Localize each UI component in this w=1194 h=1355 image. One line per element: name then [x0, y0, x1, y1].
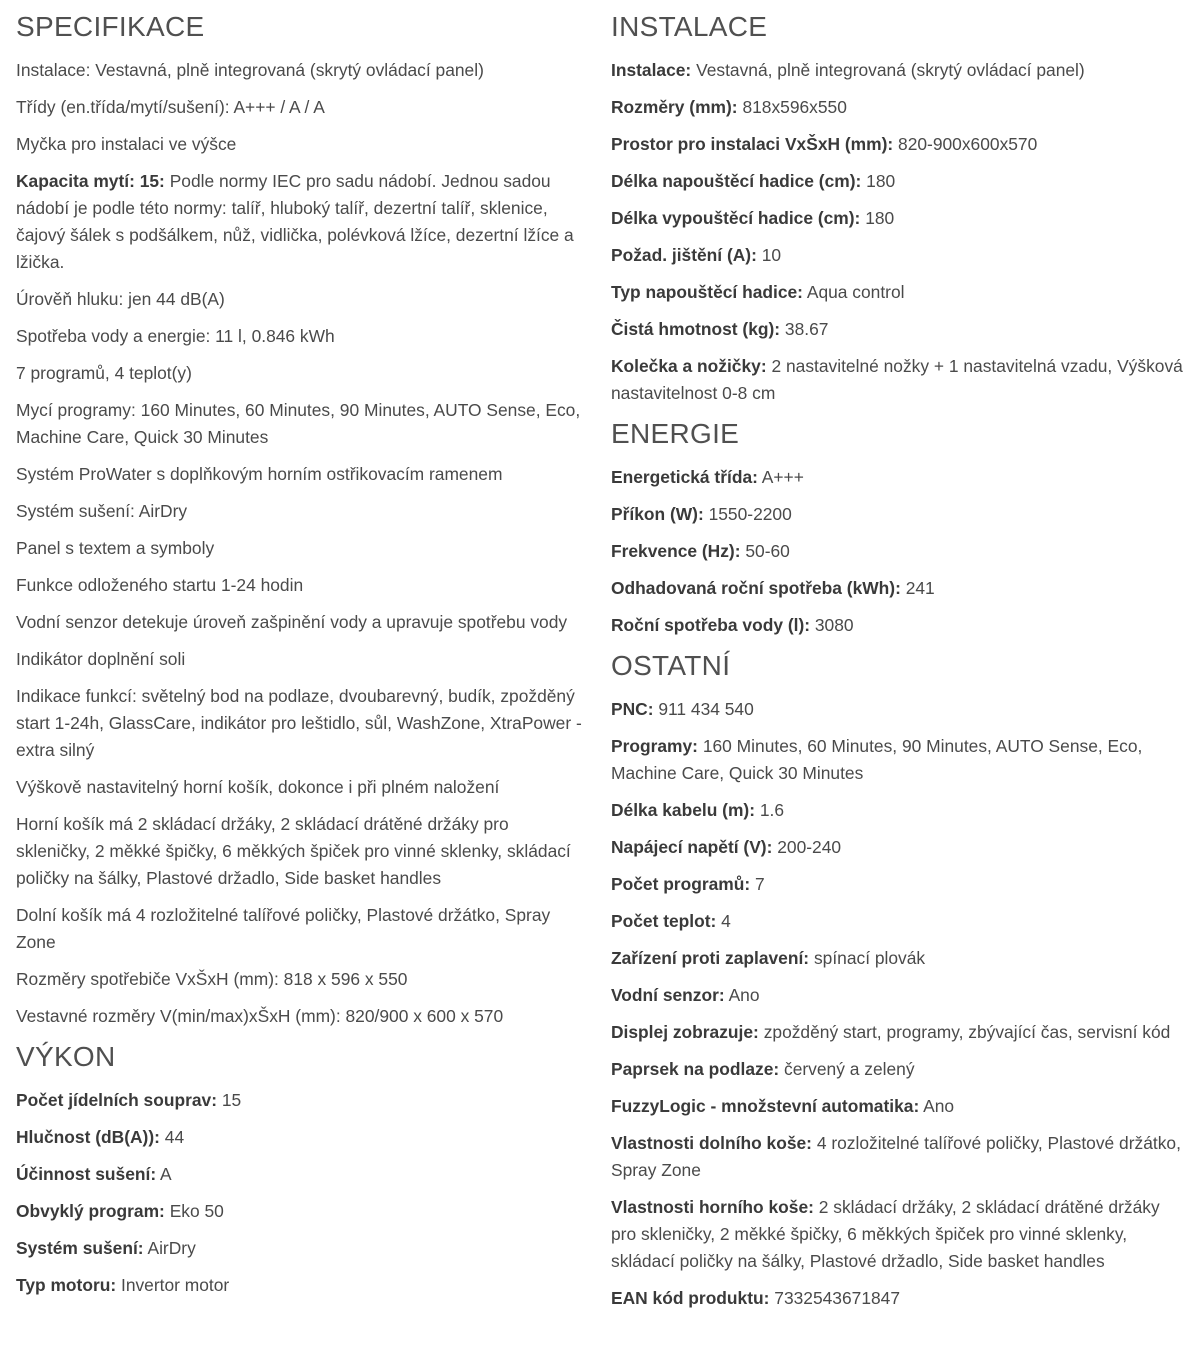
spec-item [611, 834, 1183, 861]
spec-value: A+++ [761, 467, 804, 487]
spec-item [16, 1161, 586, 1188]
spec-item [16, 286, 586, 313]
spec-label: Požad. jištění (A): [611, 245, 757, 265]
spec-item [611, 94, 1183, 121]
spec-item [611, 316, 1183, 343]
spec-value: červený a zelený [784, 1059, 915, 1079]
spec-value: AirDry [147, 1238, 196, 1258]
spec-value: 10 [761, 245, 782, 265]
spec-item [16, 397, 586, 451]
spec-item [611, 982, 1183, 1009]
spec-item [611, 57, 1183, 84]
spec-value: 38.67 [784, 319, 829, 339]
spec-value: Vodní senzor detekuje úroveň zašpinění vody a upravuje spotřebu vody [16, 612, 568, 632]
spec-item [611, 733, 1183, 787]
spec-item [16, 572, 586, 599]
spec-item [611, 696, 1183, 723]
spec-label: Zařízení proti zaplavení: [611, 948, 810, 968]
spec-item [611, 131, 1183, 158]
spec-label: Vlastnosti dolního koše: [611, 1133, 812, 1153]
spec-label: Délka napouštěcí hadice (cm): [611, 171, 862, 191]
spec-item [16, 323, 586, 350]
spec-item [16, 535, 586, 562]
spec-label: PNC: [611, 699, 654, 719]
spec-item [611, 871, 1183, 898]
spec-value: Panel s textem a symboly [16, 538, 215, 558]
spec-value: Spotřeba vody a energie: 11 l, 0.846 kWh [16, 326, 335, 346]
section-title-instalace: INSTALACE [611, 11, 768, 42]
spec-value: Myčka pro instalaci ve výšce [16, 134, 237, 154]
spec-label: Displej zobrazuje: [611, 1022, 759, 1042]
spec-item [611, 575, 1183, 602]
spec-value: Vestavná, plně integrovaná (skrytý ovládací panel) [696, 60, 1085, 80]
spec-item [611, 945, 1183, 972]
spec-value: Dolní košík má 4 rozložitelné talířové poličky, Plastové držátko, Spray Zone [16, 905, 551, 952]
spec-value: Indikátor doplnění soli [16, 649, 186, 669]
spec-item [611, 1019, 1183, 1046]
spec-item [16, 646, 586, 673]
spec-label: Typ motoru: [16, 1275, 117, 1295]
spec-list [611, 464, 1183, 639]
spec-label: Vlastnosti horního koše: [611, 1197, 814, 1217]
spec-value: 160 Minutes, 60 Minutes, 90 Minutes, AUTO Sense, Eco, Machine Care, Quick 30 Minutes [611, 736, 1143, 783]
spec-value: 820-900x600x570 [898, 134, 1038, 154]
spec-item [16, 360, 586, 387]
spec-item [16, 1124, 586, 1151]
spec-value: 7332543671847 [774, 1288, 901, 1308]
spec-value: Ano [728, 985, 760, 1005]
section-title-ostatni: OSTATNÍ [611, 650, 731, 681]
spec-item [611, 1285, 1183, 1312]
spec-value: Instalace: Vestavná, plně integrovaná (skrytý ovládací panel) [16, 60, 484, 80]
spec-value: Výškově nastavitelný horní košík, dokonce i při plném naložení [16, 777, 500, 797]
spec-item [16, 609, 586, 636]
spec-item [611, 1194, 1183, 1275]
spec-value: Třídy (en.třída/mytí/sušení): A+++ / A / A [16, 97, 325, 117]
spec-item [16, 1198, 586, 1225]
spec-item [611, 464, 1183, 491]
spec-value: 7 programů, 4 teplot(y) [16, 363, 192, 383]
left-column [16, 0, 586, 1309]
spec-item [16, 461, 586, 488]
spec-label: EAN kód produktu: [611, 1288, 770, 1308]
spec-value: spínací plovák [813, 948, 926, 968]
spec-label: Programy: [611, 736, 698, 756]
spec-value: Ano [923, 1096, 955, 1116]
spec-label: Systém sušení: [16, 1238, 144, 1258]
spec-item [611, 168, 1183, 195]
spec-item [611, 908, 1183, 935]
spec-value: 241 [905, 578, 935, 598]
spec-value: Horní košík má 2 skládací držáky, 2 skládací drátěné držáky pro skleničky, 2 měkké špičky, 6 měkkých špiček pro vinné sklenky, skládací poličky na šálky, Plastové držadlo, Side basket handles [16, 814, 571, 888]
spec-value: 1550-2200 [708, 504, 792, 524]
spec-value: Vestavné rozměry V(min/max)xŠxH (mm): 820/900 x 600 x 570 [16, 1006, 504, 1026]
spec-value: Rozměry spotřebiče VxŠxH (mm): 818 x 596 x 550 [16, 969, 408, 989]
spec-item [611, 279, 1183, 306]
spec-label: Napájecí napětí (V): [611, 837, 773, 857]
spec-item [611, 797, 1183, 824]
section-specifikace [16, 10, 586, 1030]
spec-item [611, 242, 1183, 269]
spec-item [16, 774, 586, 801]
spec-label: Čistá hmotnost (kg): [611, 319, 781, 339]
spec-label: Příkon (W): [611, 504, 704, 524]
spec-value: 15 [221, 1090, 242, 1110]
spec-item [611, 538, 1183, 565]
section-title-energie: ENERGIE [611, 418, 740, 449]
spec-label: Délka vypouštěcí hadice (cm): [611, 208, 861, 228]
spec-value: Podle normy IEC pro sadu nádobí. Jednou sadou nádobí je podle této normy: talíř, hluboký talíř, dezertní talíř, sklenice, čajový šálek s podšálkem, nůž, vidlička, polévková lžíce, dezertní lžíce a lžička. [16, 171, 574, 272]
spec-item [16, 811, 586, 892]
spec-list [16, 57, 586, 1030]
spec-item [611, 1056, 1183, 1083]
spec-item [611, 1093, 1183, 1120]
spec-item [16, 966, 586, 993]
spec-item [16, 94, 586, 121]
spec-label: Paprsek na podlaze: [611, 1059, 780, 1079]
spec-value: 44 [164, 1127, 185, 1147]
spec-item [611, 612, 1183, 639]
spec-label: Kolečka a nožičky: [611, 356, 767, 376]
spec-value: Eko 50 [169, 1201, 224, 1221]
spec-value: 1.6 [759, 800, 785, 820]
spec-label: FuzzyLogic - množstevní automatika: [611, 1096, 920, 1116]
spec-label: Počet programů: [611, 874, 751, 894]
spec-value: 200-240 [777, 837, 842, 857]
spec-label: Obvyklý program: [16, 1201, 165, 1221]
spec-value: Invertor motor [120, 1275, 230, 1295]
spec-list [16, 1087, 586, 1299]
spec-item [611, 1130, 1183, 1184]
section-instalace [611, 10, 1183, 407]
section-title-vykon: VÝKON [16, 1041, 116, 1072]
spec-item [16, 902, 586, 956]
spec-label: Rozměry (mm): [611, 97, 738, 117]
spec-value: 911 434 540 [658, 699, 754, 719]
spec-label: Instalace: [611, 60, 692, 80]
spec-value: Funkce odloženého startu 1-24 hodin [16, 575, 304, 595]
spec-label: Typ napouštěcí hadice: [611, 282, 803, 302]
spec-label: Energetická třída: [611, 467, 758, 487]
spec-item [16, 1003, 586, 1030]
spec-item [611, 205, 1183, 232]
spec-list [611, 696, 1183, 1312]
section-ostatni [611, 649, 1183, 1312]
spec-item [611, 353, 1183, 407]
spec-item [16, 498, 586, 525]
spec-value: 2 skládací držáky, 2 skládací drátěné držáky pro skleničky, 2 měkké špičky, 6 měkkých špiček pro vinné sklenky, skládací poličky na šálky, Plastové držadlo, Side basket handles [611, 1197, 1160, 1271]
spec-label: Délka kabelu (m): [611, 800, 755, 820]
spec-value: A [160, 1164, 172, 1184]
spec-label: Kapacita mytí: 15: [16, 171, 165, 191]
spec-label: Frekvence (Hz): [611, 541, 741, 561]
spec-value: Úrověň hluku: jen 44 dB(A) [16, 289, 225, 309]
spec-item [16, 1235, 586, 1262]
spec-item [16, 1087, 586, 1114]
spec-label: Počet jídelních souprav: [16, 1090, 218, 1110]
spec-value: zpožděný start, programy, zbývající čas, servisní kód [763, 1022, 1171, 1042]
spec-label: Počet teplot: [611, 911, 717, 931]
spec-item [611, 501, 1183, 528]
spec-value: Indikace funkcí: světelný bod na podlaze, dvoubarevný, budík, zpožděný start 1-24h, GlassCare, indikátor pro leštidlo, sůl, WashZone, XtraPower - extra silný [16, 686, 582, 760]
spec-list [611, 57, 1183, 407]
spec-value: 50-60 [745, 541, 790, 561]
spec-value: Mycí programy: 160 Minutes, 60 Minutes, 90 Minutes, AUTO Sense, Eco, Machine Care, Quick 30 Minutes [16, 400, 581, 447]
spec-value: 2 nastavitelné nožky + 1 nastavitelná vzadu, Výšková nastavitelnost 0-8 cm [611, 356, 1183, 403]
spec-item [16, 683, 586, 764]
spec-value: Aqua control [806, 282, 905, 302]
spec-label: Vodní senzor: [611, 985, 725, 1005]
spec-label: Prostor pro instalaci VxŠxH (mm): [611, 134, 894, 154]
spec-value: 4 [721, 911, 731, 931]
spec-value: 180 [865, 208, 895, 228]
spec-label: Roční spotřeba vody (l): [611, 615, 811, 635]
spec-value: 7 [755, 874, 765, 894]
spec-item [16, 131, 586, 158]
spec-label: Účinnost sušení: [16, 1164, 157, 1184]
spec-value: 180 [866, 171, 896, 191]
spec-label: Hlučnost (dB(A)): [16, 1127, 160, 1147]
spec-value: Systém ProWater s doplňkovým horním ostřikovacím ramenem [16, 464, 503, 484]
spec-item [16, 168, 586, 276]
spec-item [16, 1272, 586, 1299]
section-energie [611, 417, 1183, 639]
section-vykon [16, 1040, 586, 1299]
spec-value: 3080 [814, 615, 854, 635]
spec-value: 4 rozložitelné talířové poličky, Plastové držátko, Spray Zone [611, 1133, 1181, 1180]
right-column [611, 0, 1183, 1322]
section-title-specifikace: SPECIFIKACE [16, 11, 205, 42]
spec-item [16, 57, 586, 84]
spec-value: 818x596x550 [742, 97, 847, 117]
spec-value: Systém sušení: AirDry [16, 501, 188, 521]
spec-label: Odhadovaná roční spotřeba (kWh): [611, 578, 901, 598]
